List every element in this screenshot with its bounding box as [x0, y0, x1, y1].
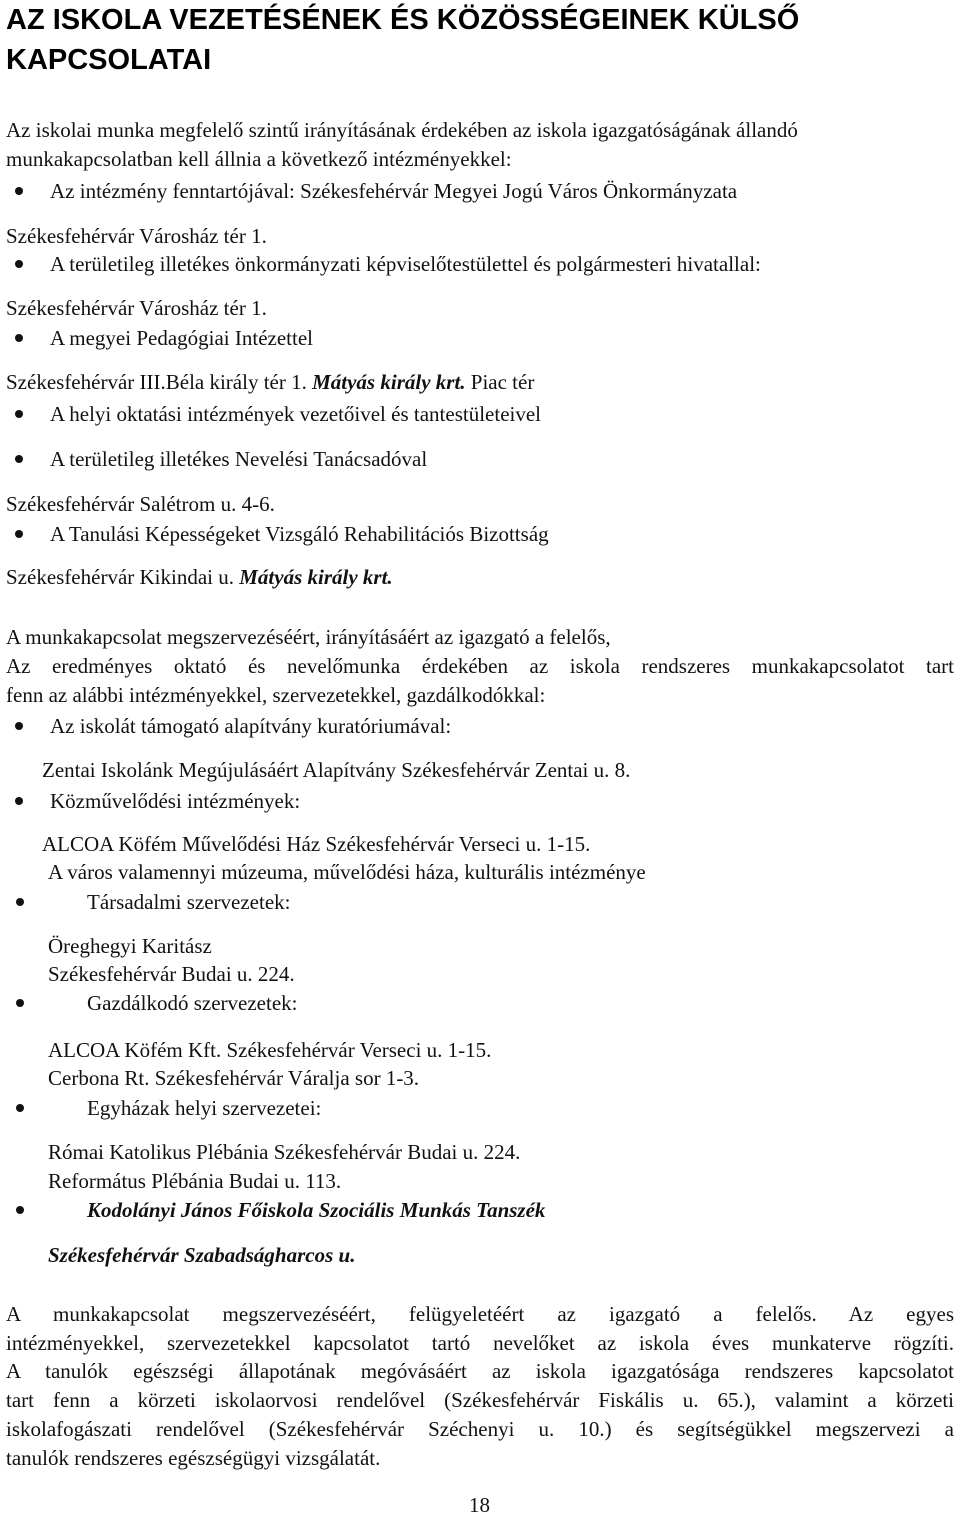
address-text: Székesfehérvár Kikindai u.	[6, 565, 240, 589]
list2-address: Cerbona Rt. Székesfehérvár Váralja sor 1-3.	[48, 1066, 420, 1090]
list2-address: Római Katolikus Plébánia Székesfehérvár Budai u. 224.	[48, 1140, 521, 1164]
list2-item-gazdalkodo: Gazdálkodó szervezetek:	[87, 991, 298, 1015]
address-text: Székesfehérvár III.Béla király tér 1.	[6, 370, 313, 394]
bullet-icon	[15, 334, 23, 342]
bullet-icon	[16, 1206, 24, 1214]
bullet-icon	[15, 722, 23, 730]
bullet-icon	[16, 898, 24, 906]
bullet-icon	[15, 187, 23, 195]
list1-item-nevelesi-tanacsado: A területileg illetékes Nevelési Tanácsadóval	[50, 447, 428, 471]
bullet-icon	[15, 455, 23, 463]
list2-address: ALCOA Köfém Kft. Székesfehérvár Verseci u. 1-15.	[48, 1038, 492, 1062]
address-text: Piac tér	[465, 370, 535, 394]
list2-item-kozmuvelodesi: Közművelődési intézmények:	[50, 789, 301, 813]
list1-address: Székesfehérvár Városház tér 1.	[6, 296, 267, 320]
list1-item-kepviselotestulet: A területileg illetékes önkormányzati képviselőtestülettel és polgármesteri hivatallal:	[50, 252, 761, 276]
bullet-icon	[15, 410, 23, 418]
list1-address	[6, 567, 393, 588]
list2-item-alapitvany: Az iskolát támogató alapítvány kuratóriumával:	[50, 714, 452, 738]
list2-address: Zentai Iskolánk Megújulásáért Alapítvány Székesfehérvár Zentai u. 8.	[42, 758, 631, 782]
para2-line3: fenn az alábbi intézményekkel, szervezetekkel, gazdálkodókkal:	[6, 683, 546, 707]
address-emphasis: Mátyás király krt.	[239, 565, 393, 589]
list1-item-oktatasi-intezmenyek: A helyi oktatási intézmények vezetőivel és tantestületeivel	[50, 402, 541, 426]
address-emphasis: Mátyás király krt.	[312, 370, 466, 394]
list2-address: Székesfehérvár Szabadságharcos u.	[48, 1243, 356, 1267]
list2-address: Öreghegyi Karitász	[48, 934, 212, 958]
list2-item-egyhazak: Egyházak helyi szervezetei:	[87, 1096, 322, 1120]
para3-line4: tart fenn a körzeti iskolaorvosi rendelővel (Székesfehérvár Fiskális u. 65.), valamint a körzeti	[6, 1388, 954, 1412]
list2-item-tarsadalmi: Társadalmi szervezetek:	[87, 890, 291, 914]
list2-address: ALCOA Köfém Művelődési Ház Székesfehérvár Verseci u. 1-15.	[42, 832, 591, 856]
para3-line6: tanulók rendszeres egészségügyi vizsgálatát.	[6, 1446, 381, 1470]
list2-address: A város valamennyi múzeuma, művelődési háza, kulturális intézménye	[48, 860, 646, 884]
list1-address: Székesfehérvár Városház tér 1.	[6, 224, 267, 248]
para3-line1: A munkakapcsolat megszervezéséért, felügyeletéért az igazgató a felelős. Az egyes	[6, 1302, 954, 1326]
bullet-icon	[15, 530, 23, 538]
para3-line5: iskolafogászati rendelővel (Székesfehérvár Széchenyi u. 10.) és segítségükkel megszervezi a	[6, 1417, 954, 1441]
para2-line2: Az eredményes oktató és nevelőmunka érdekében az iskola rendszeres munkakapcsolatot tart	[6, 654, 954, 678]
list1-item-fenntarto: Az intézmény fenntartójával: Székesfehérvár Megyei Jogú Város Önkormányzata	[50, 179, 738, 203]
list1-address: Székesfehérvár Salétrom u. 4-6.	[6, 492, 275, 516]
bullet-icon	[16, 999, 24, 1007]
para3-line2: intézményekkel, szervezetekkel kapcsolatot tartó nevelőket az iskola éves munkaterve rögzíti.	[6, 1331, 954, 1355]
para2-line1: A munkakapcsolat megszervezéséért, irányításáért az igazgató a felelős,	[6, 625, 611, 649]
page-title-line1: AZ ISKOLA VEZETÉSÉNEK ÉS KÖZÖSSÉGEINEK KÜLSŐ	[6, 4, 800, 36]
para3-line3: A tanulók egészségi állapotának megóvásáért az iskola igazgatósága rendszeres kapcsolatot	[6, 1359, 954, 1383]
list1-item-pedagogiai-intezet: A megyei Pedagógiai Intézettel	[50, 326, 313, 350]
bullet-icon	[16, 1104, 24, 1112]
intro-line1: Az iskolai munka megfelelő szintű irányításának érdekében az iskola igazgatóságának állandó	[6, 118, 798, 142]
bullet-icon	[15, 260, 23, 268]
list2-address: Székesfehérvár Budai u. 224.	[48, 962, 295, 986]
bullet-icon	[15, 797, 23, 805]
list1-item-rehabilitacios-bizottsag: A Tanulási Képességeket Vizsgáló Rehabilitációs Bizottság	[50, 522, 549, 546]
list2-item-fooiskola: Kodolányi János Főiskola Szociális Munkás Tanszék	[87, 1198, 546, 1222]
page-number: 18	[469, 1493, 490, 1517]
list2-address: Református Plébánia Budai u. 113.	[48, 1169, 342, 1193]
intro-line2: munkakapcsolatban kell állnia a következő intézményekkel:	[6, 147, 512, 171]
page-title-line2: KAPCSOLATAI	[6, 44, 212, 76]
list1-address	[6, 372, 534, 393]
